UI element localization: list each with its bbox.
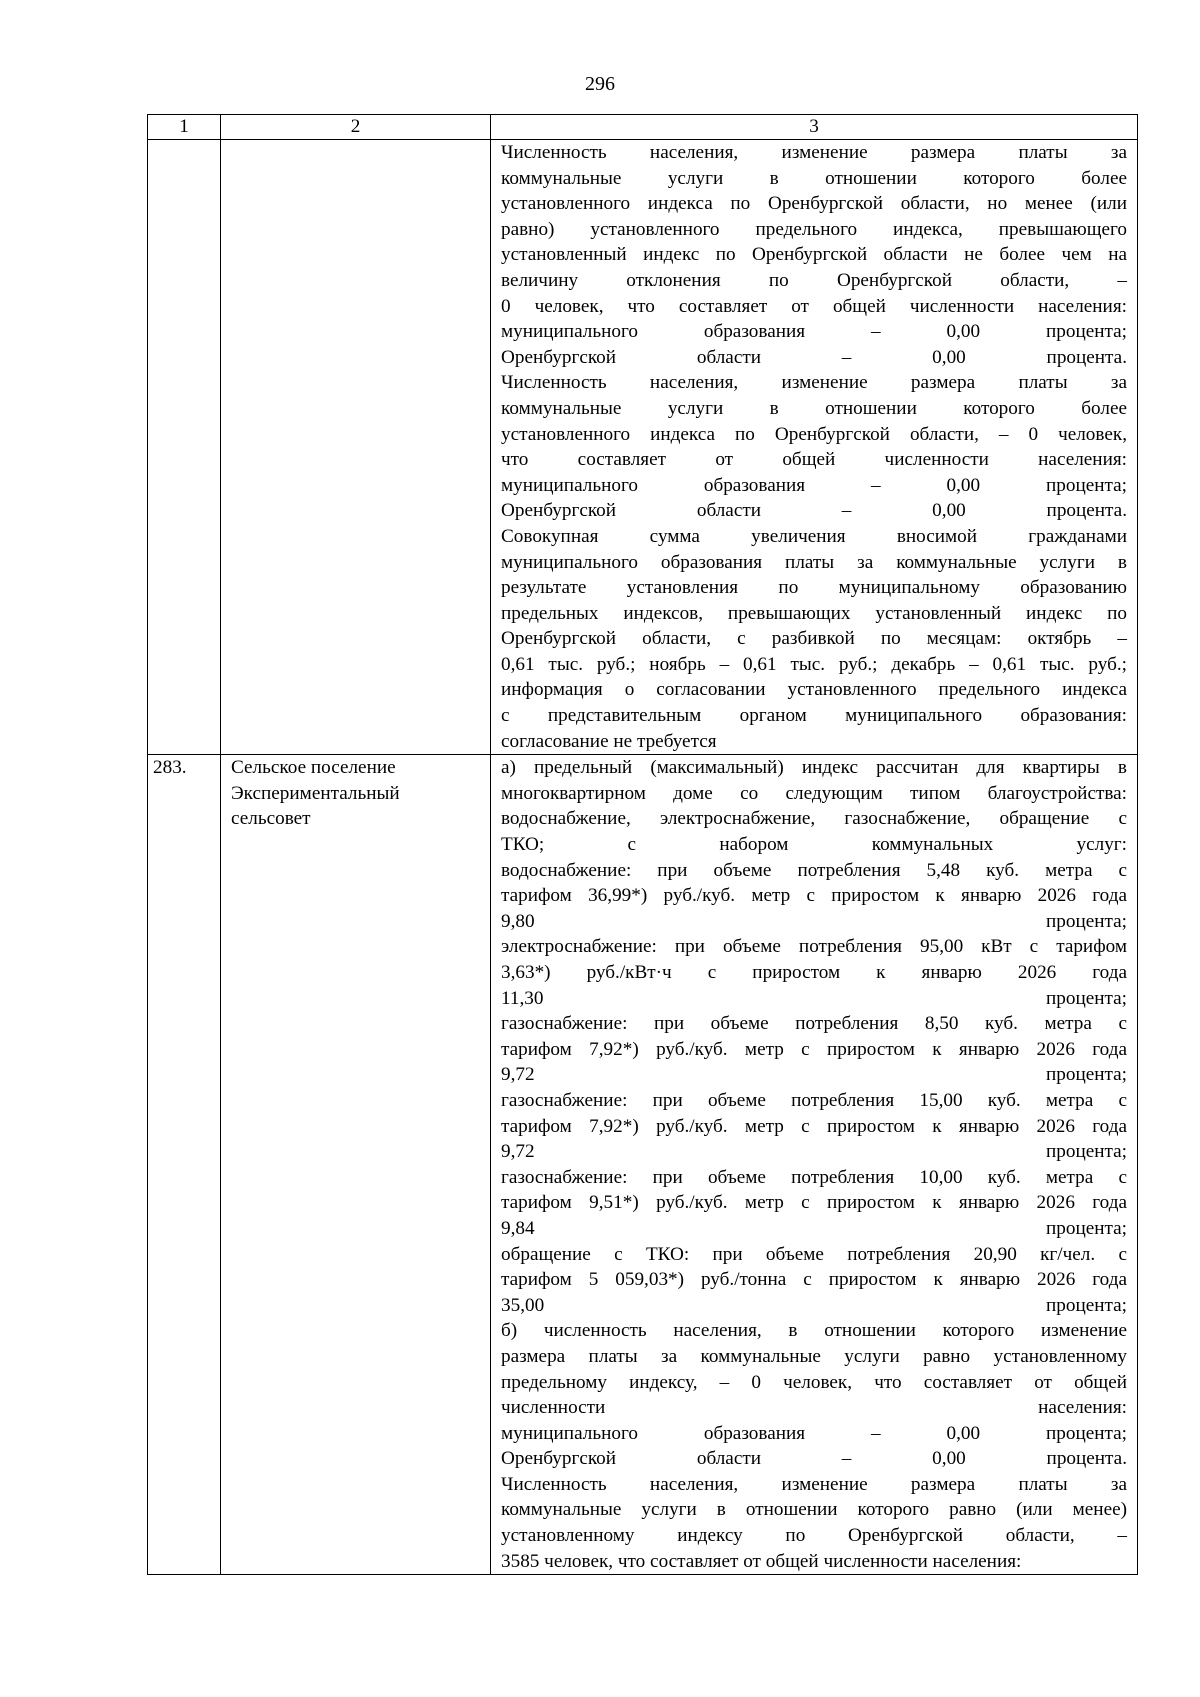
text-line: результате установления по муниципальному образованию [501,577,1127,599]
text-line: что составляет от общей численности населения: [501,449,1127,471]
text-line: обращение с ТКО: при объеме потребления 20,90 кг/чел. с [501,1243,1127,1265]
continuation-number-cell [148,140,221,755]
page-number: 296 [585,73,615,95]
text-line: 3,63*) руб./кВт·ч с приростом к январю 2026 года [501,962,1127,983]
text-line: Оренбургской области – 0,00 процента. [501,346,1127,368]
text-line: 0 человек, что составляет от общей численности населения: [501,295,1127,317]
text-line: 3585 человек, что составляет от общей численности населения: [501,1550,1022,1572]
text-line: Сельское поселение [231,757,396,779]
text-line: б) численность населения, в отношении которого изменение [501,1320,1127,1342]
text-line: Оренбургской области – 0,00 процента. [501,500,1127,522]
text-line: Совокупная сумма увеличения вносимой гражданами [501,525,1127,547]
text-line: тарифом 7,92*) руб./куб. метр с приростом к январю 2026 года [501,1115,1127,1137]
text-line: Численность населения, изменение размера платы за [501,142,1127,163]
text-line: тарифом 5 059,03*) руб./тонна с приростом к январю 2026 года [501,1269,1127,1291]
header-row [148,115,1138,140]
continuation-text-cell [491,140,1138,755]
text-line: Численность населения, изменение размера платы за [501,1473,1127,1495]
text-line: размера платы за коммунальные услуги равно установленному [501,1345,1127,1367]
text-line: численности населения: [501,1397,1127,1419]
continuation-row [148,140,1138,755]
text-line: ТКО; с набором коммунальных услуг: [501,834,1127,856]
text-line: Оренбургской области – 0,00 процента. [501,1448,1127,1470]
text-line: коммунальные услуги в отношении которого более [501,167,1127,189]
table-row [148,755,1138,1575]
row-number: 283. [148,755,221,1575]
text-line: коммунальные услуги в отношении которого более [501,397,1127,419]
text-line: Экспериментальный [231,782,400,804]
text-line: с представительным органом муниципального образования: [501,705,1127,727]
text-line: 9,84 процента; [501,1217,1127,1239]
column-header-3: 3 [491,115,1138,140]
text-line: тарифом 7,92*) руб./куб. метр с приростом к январю 2026 года [501,1038,1127,1060]
column-header-1: 1 [148,115,221,140]
text-line: Оренбургской области, с разбивкой по месяцам: октябрь – [501,628,1127,650]
text-line: газоснабжение: при объеме потребления 15,00 куб. метра с [501,1089,1127,1111]
text-line: 11,30 процента; [501,987,1127,1009]
text-line: а) предельный (максимальный) индекс рассчитан для квартиры в [501,757,1127,779]
text-line: муниципального образования – 0,00 процента; [501,474,1127,496]
text-line: 9,72 процента; [501,1064,1127,1086]
text-line: водоснабжение, электроснабжение, газоснабжение, обращение с [501,808,1127,830]
text-line: информация о согласовании установленного предельного индекса [501,679,1127,701]
text-line: 9,72 процента; [501,1141,1127,1163]
text-line: величину отклонения по Оренбургской области, – [501,269,1127,291]
text-line: Численность населения, изменение размера платы за [501,372,1127,394]
text-line: согласование не требуется [501,730,717,752]
text-line: установленного индекса по Оренбургской области, – 0 человек, [501,423,1127,445]
text-line: водоснабжение: при объеме потребления 5,48 куб. метра с [501,859,1127,881]
text-line: предельному индексу, – 0 человек, что составляет от общей [501,1371,1127,1393]
text-line: предельных индексов, превышающих установленный индекс по [501,602,1127,624]
text-line: газоснабжение: при объеме потребления 8,50 куб. метра с [501,1013,1127,1035]
text-line: тарифом 9,51*) руб./куб. метр с приростом к январю 2026 года [501,1192,1127,1214]
text-line: муниципального образования – 0,00 процента; [501,1422,1127,1444]
column-header-2: 2 [221,115,491,140]
text-line: муниципального образования платы за коммунальные услуги в [501,551,1127,573]
continuation-name-cell [221,140,491,755]
text-line: 0,61 тыс. руб.; ноябрь – 0,61 тыс. руб.; декабрь – 0,61 тыс. руб.; [501,653,1127,675]
row-description [491,755,1138,1575]
text-line: сельсовет [231,808,311,830]
text-line: 9,80 процента; [501,910,1127,932]
text-line: газоснабжение: при объеме потребления 10,00 куб. метра с [501,1166,1127,1188]
text-line: установленного индекса по Оренбургской области, но менее (или [501,193,1127,215]
text-line: равно) установленного предельного индекса, превышающего [501,218,1127,240]
text-line: установленному индексу по Оренбургской области, – [501,1525,1127,1547]
text-line: тарифом 36,99*) руб./куб. метр с приростом к январю 2026 года [501,885,1127,907]
text-line: муниципального образования – 0,00 процента; [501,321,1127,343]
text-line: электроснабжение: при объеме потребления 95,00 кВт с тарифом [501,936,1127,958]
data-table [147,114,1138,1575]
municipality-name [221,755,491,1575]
text-line: коммунальные услуги в отношении которого равно (или менее) [501,1499,1127,1521]
text-line: 35,00 процента; [501,1294,1127,1316]
text-line: установленный индекс по Оренбургской области не более чем на [501,244,1127,266]
text-line: многоквартирном доме со следующим типом благоустройства: [501,782,1127,804]
